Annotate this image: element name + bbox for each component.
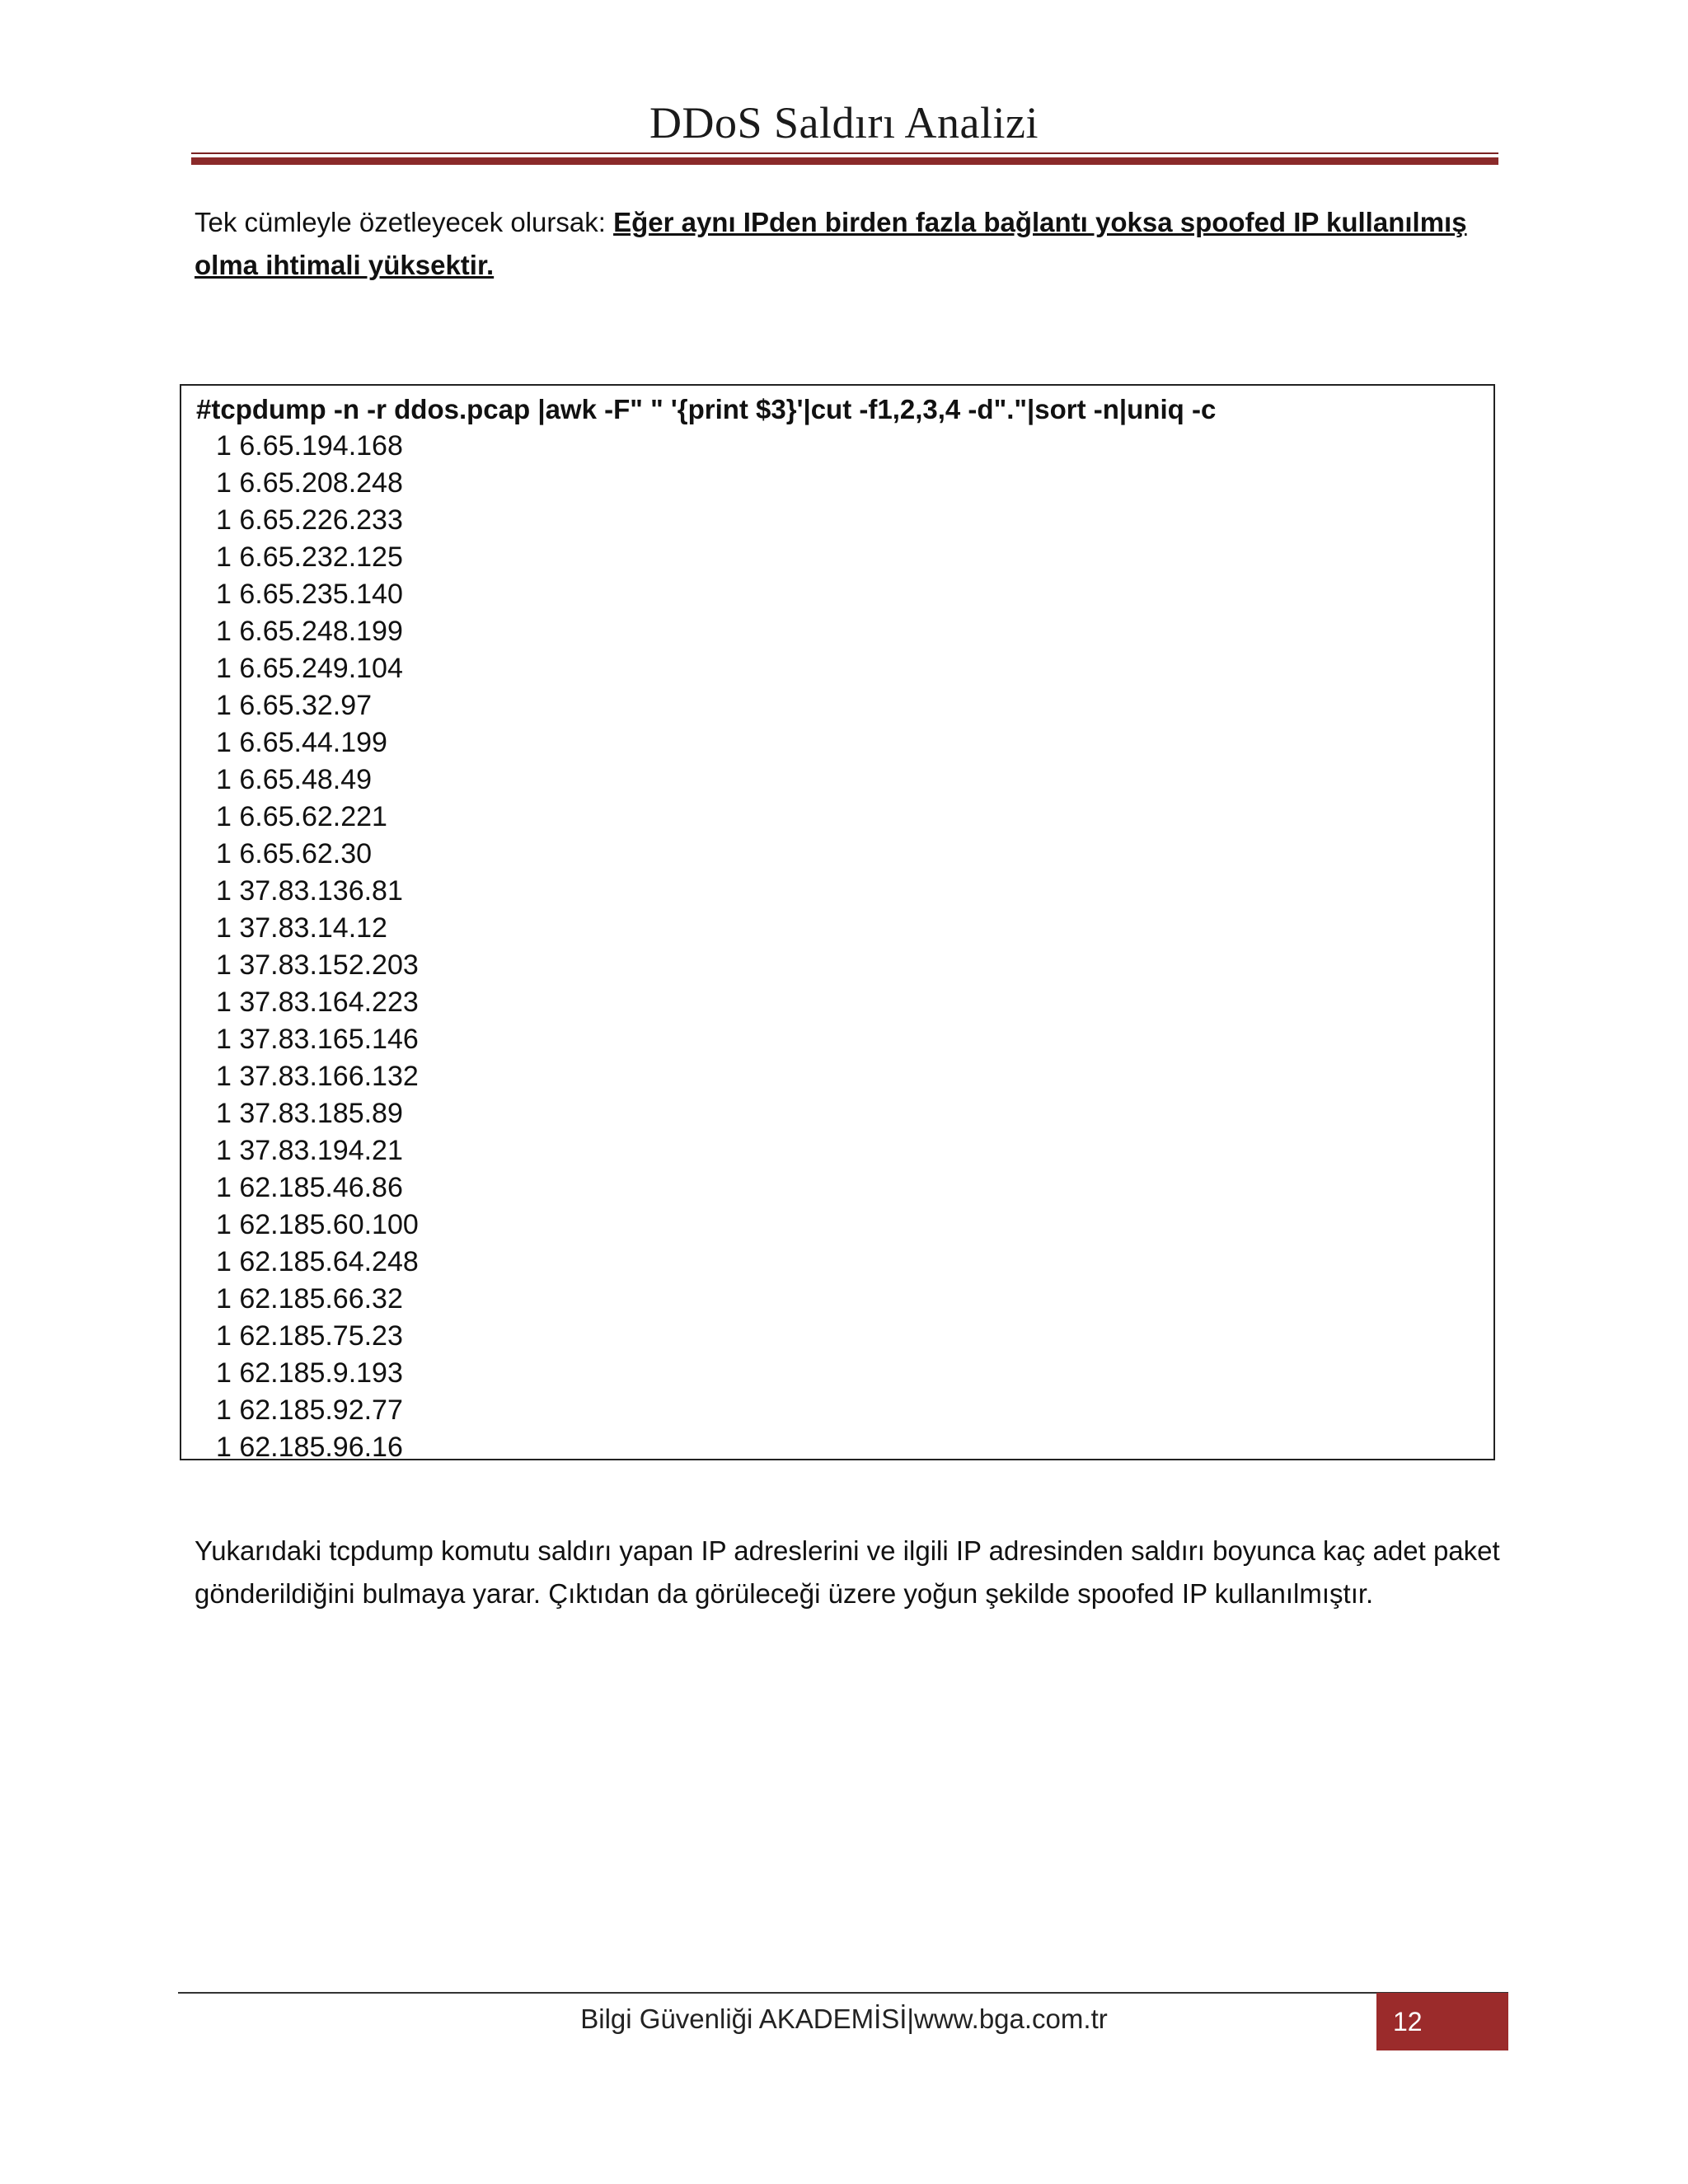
output-line: 1 37.83.152.203 — [216, 949, 419, 981]
output-line: 1 37.83.185.89 — [216, 1098, 403, 1129]
output-line: 1 62.185.64.248 — [216, 1246, 419, 1277]
output-line: 1 62.185.46.86 — [216, 1172, 403, 1203]
page-header-title: DDoS Saldırı Analizi — [649, 98, 1039, 148]
header-rule-thick — [191, 157, 1498, 165]
footer-rule — [178, 1992, 1508, 1994]
summary-prefix: Tek cümleyle özetleyecek olursak: — [195, 207, 614, 237]
output-line: 1 6.65.208.248 — [216, 467, 403, 499]
output-line: 1 6.65.232.125 — [216, 541, 403, 573]
output-line: 1 6.65.248.199 — [216, 616, 403, 647]
output-line: 1 6.65.32.97 — [216, 690, 373, 721]
output-line: 1 62.185.60.100 — [216, 1209, 419, 1240]
tcpdump-command: #tcpdump -n -r ddos.pcap |awk -F" " '{print $3}'|cut -f1,2,3,4 -d"."|sort -n|uniq -c — [196, 394, 1217, 424]
output-line: 1 37.83.136.81 — [216, 875, 403, 907]
footer-text: Bilgi Güvenliği AKADEMİSİ|www.bga.com.tr — [580, 2004, 1108, 2034]
output-line: 1 6.65.249.104 — [216, 653, 403, 684]
output-line: 1 6.65.48.49 — [216, 764, 373, 795]
output-line: 1 6.65.62.30 — [216, 838, 373, 869]
summary-paragraph — [195, 201, 1480, 287]
output-line: 1 62.185.66.32 — [216, 1283, 403, 1315]
summary-emphasis: Eğer aynı IPden birden fazla bağlantı yoksa spoofed IP kullanılmış olma ihtimali yüksektir. — [195, 207, 1467, 280]
output-line: 1 6.65.62.221 — [216, 801, 387, 832]
output-line: 1 62.185.9.193 — [216, 1357, 403, 1389]
output-line: 1 62.185.96.16 — [216, 1432, 403, 1463]
output-line: 1 62.185.75.23 — [216, 1320, 403, 1352]
output-line: 1 6.65.235.140 — [216, 579, 403, 610]
output-line: 1 37.83.14.12 — [216, 912, 387, 944]
output-line: 1 37.83.165.146 — [216, 1024, 419, 1055]
explanation-paragraph: Yukarıdaki tcpdump komutu saldırı yapan IP adreslerini ve ilgili IP adresinden saldırı boyunca kaç adet paket gönderildiğini bulmaya yarar. Çıktıdan da görüleceği üzere yoğun şekilde spoofed IP kullanılmıştır. — [195, 1535, 1500, 1609]
output-line: 1 6.65.226.233 — [216, 504, 403, 536]
output-line: 1 6.65.44.199 — [216, 727, 387, 758]
header-rule-thin — [191, 152, 1498, 154]
output-line: 1 37.83.194.21 — [216, 1135, 403, 1166]
output-line: 1 62.185.92.77 — [216, 1394, 403, 1426]
output-line: 1 37.83.164.223 — [216, 987, 419, 1018]
output-line: 1 6.65.194.168 — [216, 430, 403, 462]
command-output-box — [180, 384, 1495, 1463]
output-line: 1 37.83.166.132 — [216, 1061, 419, 1092]
page-number-badge: 12 — [1376, 1993, 1508, 2050]
output-lines — [216, 428, 419, 1466]
